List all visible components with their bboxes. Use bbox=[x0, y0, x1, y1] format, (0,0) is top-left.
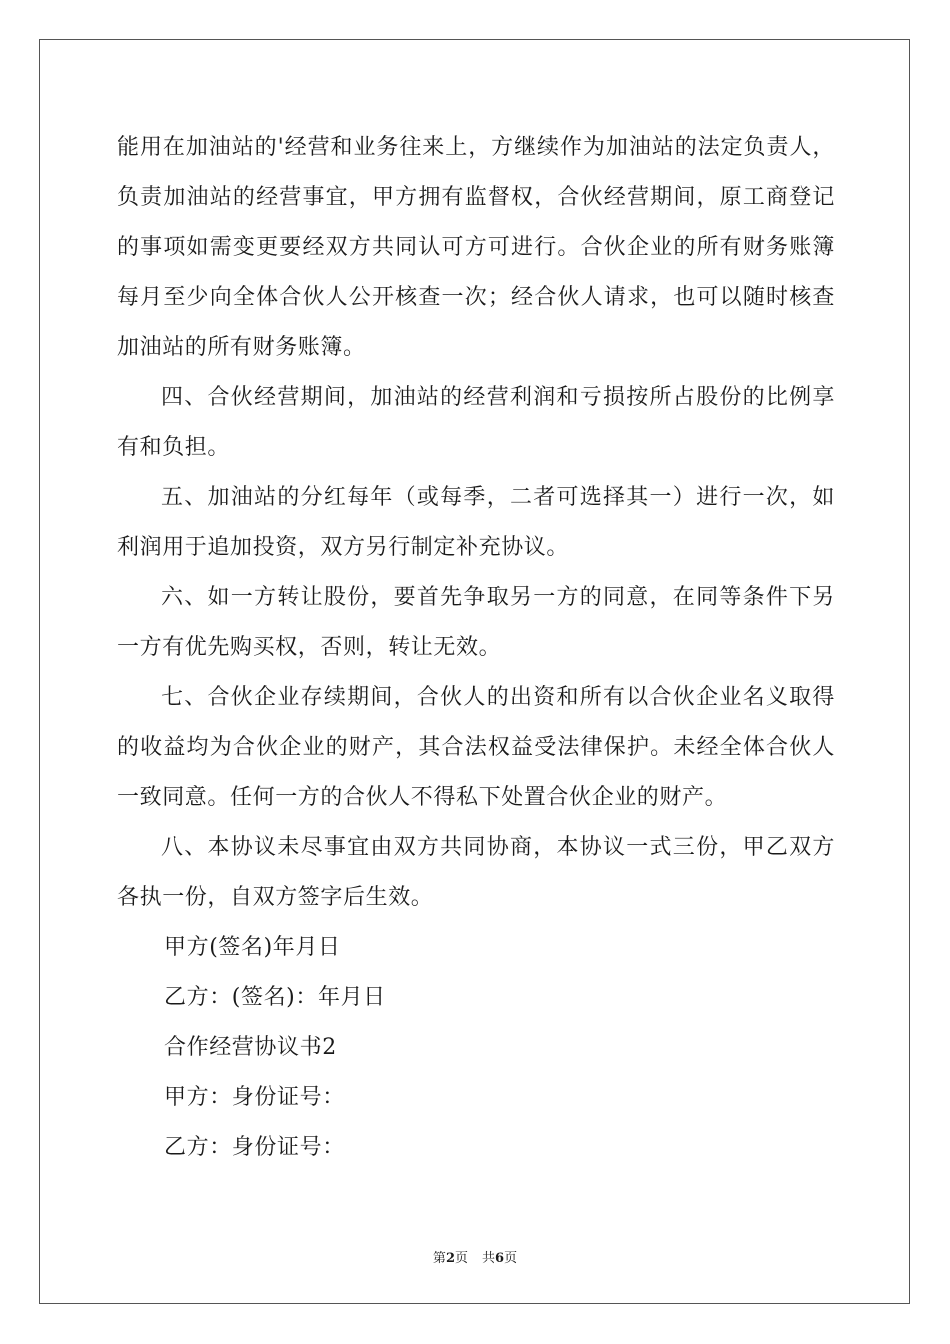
footer-total-pages: 6 bbox=[495, 1251, 505, 1266]
document-body bbox=[117, 123, 835, 1173]
footer-page-number: 2 bbox=[445, 1251, 455, 1266]
paragraph-continuation: 能用在加油站的'经营和业务往来上，方继续作为加油站的法定负责人，负责加油站的经营事宜，甲方拥有监督权，合伙经营期间，原工商登记的事项如需变更要经双方共同认可方可进行。合伙企业的所有财务账簿每月至少向全体合伙人公开核查一次；经合伙人请求，也可以随时核查加油站的所有财务账簿。 bbox=[117, 135, 835, 360]
paragraph-clause-4: 四、合伙经营期间，加油站的经营利润和亏损按所占股份的比例享有和负担。 bbox=[117, 385, 835, 460]
paragraph-clause-5: 五、加油站的分红每年（或每季，二者可选择其一）进行一次，如利润用于追加投资，双方另行制定补充协议。 bbox=[117, 485, 835, 560]
footer-total-suffix: 页 bbox=[504, 1251, 518, 1266]
agreement-title: 合作经营协议书2 bbox=[164, 1035, 337, 1060]
footer-total-prefix: 共 bbox=[482, 1251, 496, 1266]
paragraph-clause-8: 八、本协议未尽事宜由双方共同协商，本协议一式三份，甲乙双方各执一份，自双方签字后生效。 bbox=[117, 835, 835, 910]
footer-page-suffix: 页 bbox=[454, 1251, 468, 1266]
party-b-id-line: 乙方：身份证号： bbox=[164, 1135, 345, 1160]
party-a-signature-line: 甲方(签名)年月日 bbox=[164, 935, 341, 960]
footer-page-prefix: 第 bbox=[432, 1251, 446, 1266]
page-footer bbox=[0, 1247, 950, 1266]
party-a-id-line: 甲方：身份证号： bbox=[164, 1085, 345, 1110]
paragraph-clause-6: 六、如一方转让股份，要首先争取另一方的同意，在同等条件下另一方有优先购买权，否则，转让无效。 bbox=[117, 585, 835, 660]
paragraph-clause-7: 七、合伙企业存续期间，合伙人的出资和所有以合伙企业名义取得的收益均为合伙企业的财产，其合法权益受法律保护。未经全体合伙人一致同意。任何一方的合伙人不得私下处置合伙企业的财产。 bbox=[117, 685, 835, 810]
party-b-signature-line: 乙方：(签名)：年月日 bbox=[164, 985, 386, 1010]
